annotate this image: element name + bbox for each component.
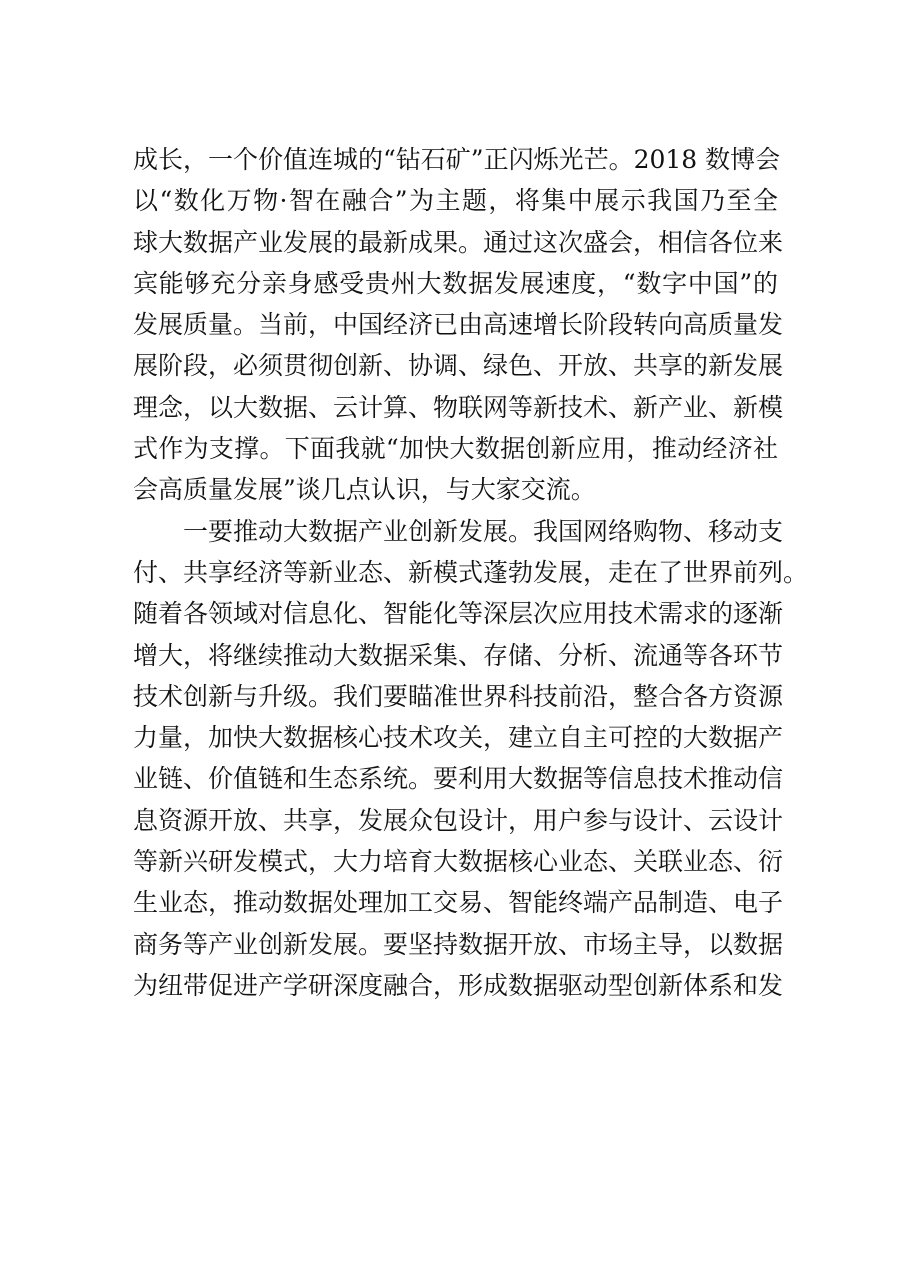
text-line: 成长，一个价值连城的“钻石矿”正闪烁光芒。2018 数博会 — [133, 145, 781, 174]
text-line: 技术创新与升级。我们要瞄准世界科技前沿，整合各方资源 — [133, 681, 784, 711]
text-line: 会高质量发展”谈几点认识，与大家交流。 — [133, 475, 596, 505]
text-line: 以“数化万物·智在融合”为主题，将集中展示我国乃至全 — [133, 186, 778, 216]
text-line: 宾能够充分亲身感受贵州大数据发展速度，“数字中国”的 — [133, 268, 778, 298]
paragraph-1 — [133, 139, 784, 511]
text-line: 发展质量。当前，中国经济已由高速增长阶段转向高质量发 — [133, 310, 784, 340]
text-line: 生业态，推动数据处理加工交易、智能终端产品制造、电子 — [133, 888, 784, 918]
text-line: 增大，将继续推动大数据采集、存储、分析、流通等各环节 — [133, 640, 784, 670]
text-line: 随着各领域对信息化、智能化等深层次应用技术需求的逐渐 — [133, 599, 784, 629]
text-line: 力量，加快大数据核心技术攻关，建立自主可控的大数据产 — [133, 723, 784, 753]
paragraph-2 — [133, 511, 809, 1007]
text-line: 商务等产业创新发展。要坚持数据开放、市场主导，以数据 — [133, 929, 784, 959]
text-line: 付、共享经济等新业态、新模式蓬勃发展，走在了世界前列。 — [133, 557, 809, 587]
text-line: 球大数据产业发展的最新成果。通过这次盛会，相信各位来 — [133, 227, 784, 257]
text-line: 理念，以大数据、云计算、物联网等新技术、新产业、新模 — [133, 392, 784, 422]
text-line: 等新兴研发模式，大力培育大数据核心业态、关联业态、衍 — [133, 847, 784, 877]
text-line: 为纽带促进产学研深度融合，形成数据驱动型创新体系和发 — [133, 970, 784, 1000]
document-body — [133, 139, 809, 1006]
text-line: 展阶段，必须贯彻创新、协调、绿色、开放、共享的新发展 — [133, 351, 784, 381]
text-line: 式作为支撑。下面我就“加快大数据创新应用，推动经济社 — [133, 434, 778, 464]
text-line: 息资源开放、共享，发展众包设计，用户参与设计、云设计 — [133, 805, 784, 835]
text-line: 业链、价值链和生态系统。要利用大数据等信息技术推动信 — [133, 764, 784, 794]
text-line: 一要推动大数据产业创新发展。我国网络购物、移动支 — [183, 516, 784, 546]
